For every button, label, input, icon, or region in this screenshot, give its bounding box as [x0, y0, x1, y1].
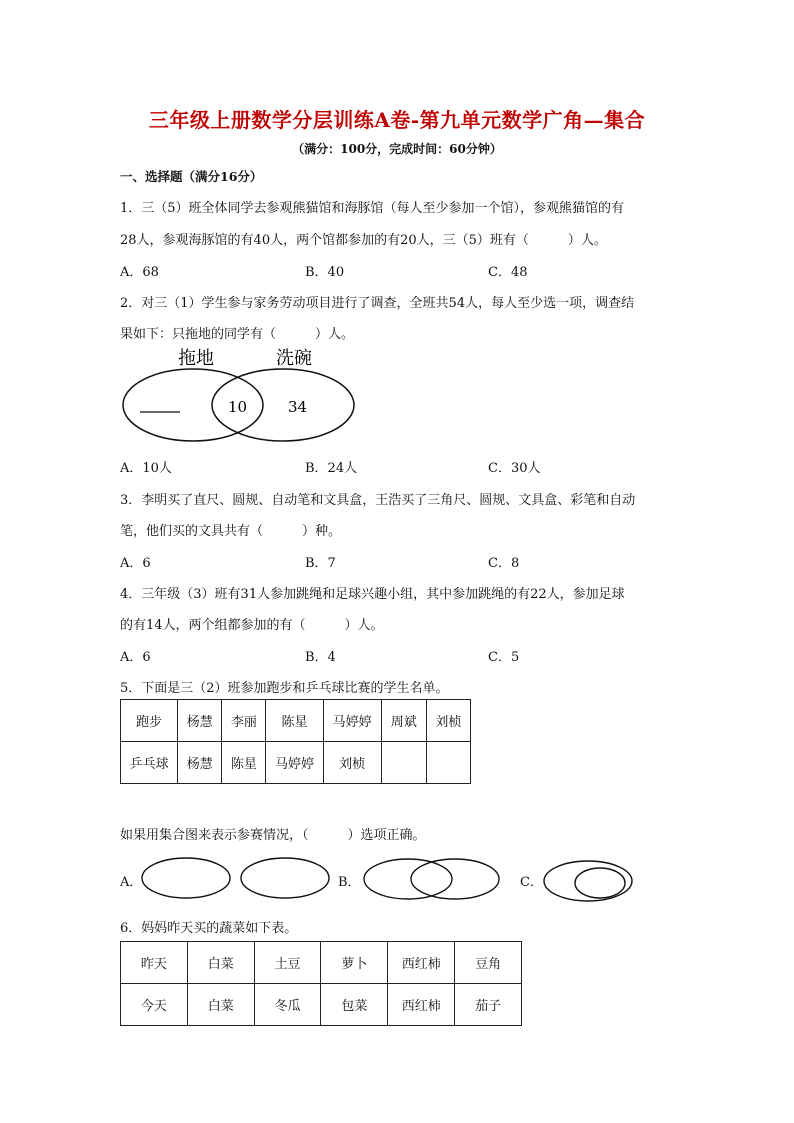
option-b-left-ellipse [364, 859, 452, 899]
q3-option-c[interactable]: C．8 [488, 556, 520, 571]
table-row [121, 984, 522, 1026]
table-cell: 昨天 [121, 942, 188, 984]
table-cell [381, 742, 426, 784]
table-cell [426, 742, 470, 784]
q5-option-a-diagram [140, 855, 332, 901]
q4-text-line2: 的有14人，两个组都参加的有（ ）人。 [120, 618, 384, 633]
option-b-right-ellipse [411, 859, 499, 899]
q5-option-c[interactable]: C． [520, 875, 543, 890]
q2-venn-diagram [118, 342, 363, 448]
table-cell: 刘桢 [426, 700, 470, 742]
table-row [121, 942, 522, 984]
table-cell: 陈星 [222, 742, 266, 784]
section-heading: 一、选择题（满分16分） [120, 169, 263, 184]
venn-right-value: 34 [288, 398, 308, 416]
table-row [121, 742, 471, 784]
table-cell: 萝卜 [321, 942, 388, 984]
table-cell: 白菜 [187, 984, 254, 1026]
q4-option-b[interactable]: B．4 [305, 650, 336, 665]
table-cell: 杨慧 [178, 700, 222, 742]
q6-text-line1: 6．妈妈昨天买的蔬菜如下表。 [120, 921, 298, 936]
venn-right-label: 洗碗 [276, 348, 312, 369]
table-cell: 今天 [121, 984, 188, 1026]
option-a-left-ellipse [142, 858, 230, 898]
q2-option-a[interactable]: A．10人 [120, 461, 172, 476]
q5-option-b-diagram [362, 855, 502, 903]
page-subtitle: （满分：100分，完成时间：60分钟） [292, 142, 502, 156]
q4-text-line1: 4．三年级（3）班有31人参加跳绳和足球兴趣小组，其中参加跳绳的有22人，参加足球 [120, 587, 625, 602]
q6-table [120, 941, 522, 1026]
q5-text-line1: 5．下面是三（2）班参加跑步和乒乓球比赛的学生名单。 [120, 681, 449, 696]
table-cell: 陈星 [266, 700, 323, 742]
q1-option-c[interactable]: C．48 [488, 265, 528, 280]
table-cell: 马婷婷 [323, 700, 381, 742]
q5-text-line2: 如果用集合图来表示参赛情况，（ ）选项正确。 [120, 828, 426, 843]
option-c-inner-ellipse [575, 868, 625, 898]
table-cell: 周斌 [381, 700, 426, 742]
table-cell: 西红柿 [388, 984, 455, 1026]
q5-option-c-diagram [542, 857, 636, 905]
table-cell: 乒乓球 [121, 742, 178, 784]
page-title: 三年级上册数学分层训练A卷-第九单元数学广角—集合 [148, 108, 646, 132]
q3-text-line2: 笔，他们买的文具共有（ ）种。 [120, 524, 342, 539]
option-a-right-ellipse [241, 858, 329, 898]
table-cell: 跑步 [121, 700, 178, 742]
q1-text-line1: 1．三（5）班全体同学去参观熊猫馆和海豚馆（每人至少参加一个馆），参观熊猫馆的有 [120, 201, 625, 216]
q5-option-b[interactable]: B． [338, 875, 361, 890]
q2-option-b[interactable]: B．24人 [305, 461, 358, 476]
q4-option-c[interactable]: C．5 [488, 650, 520, 665]
table-cell: 土豆 [254, 942, 321, 984]
table-cell: 马婷婷 [266, 742, 323, 784]
q4-option-a[interactable]: A．6 [120, 650, 151, 665]
q2-text-line1: 2．对三（1）学生参与家务劳动项目进行了调查，全班共54人，每人至少选一项，调查结 [120, 296, 635, 311]
table-cell: 豆角 [455, 942, 522, 984]
table-cell: 冬瓜 [254, 984, 321, 1026]
table-cell: 白菜 [187, 942, 254, 984]
table-cell: 西红柿 [388, 942, 455, 984]
option-c-outer-ellipse [544, 861, 632, 901]
q2-text-line2: 果如下：只拖地的同学有（ ）人。 [120, 327, 355, 342]
q5-table [120, 699, 471, 784]
table-row [121, 700, 471, 742]
q3-text-line1: 3．李明买了直尺、圆规、自动笔和文具盒，王浩买了三角尺、圆规、文具盒、彩笔和自动 [120, 493, 636, 508]
q3-option-b[interactable]: B．7 [305, 556, 336, 571]
venn-overlap-value: 10 [228, 398, 248, 416]
q1-option-a[interactable]: A．68 [120, 265, 159, 280]
table-cell: 刘桢 [323, 742, 381, 784]
q5-option-a[interactable]: A． [120, 875, 143, 890]
venn-left-label: 拖地 [178, 348, 214, 369]
table-cell: 包菜 [321, 984, 388, 1026]
table-cell: 李丽 [222, 700, 266, 742]
q3-option-a[interactable]: A．6 [120, 556, 151, 571]
table-cell: 杨慧 [178, 742, 222, 784]
q2-option-c[interactable]: C．30人 [488, 461, 541, 476]
q1-text-line2: 28人，参观海豚馆的有40人，两个馆都参加的有20人，三（5）班有（ ）人。 [120, 233, 607, 248]
q1-option-b[interactable]: B．40 [305, 265, 345, 280]
table-cell: 茄子 [455, 984, 522, 1026]
